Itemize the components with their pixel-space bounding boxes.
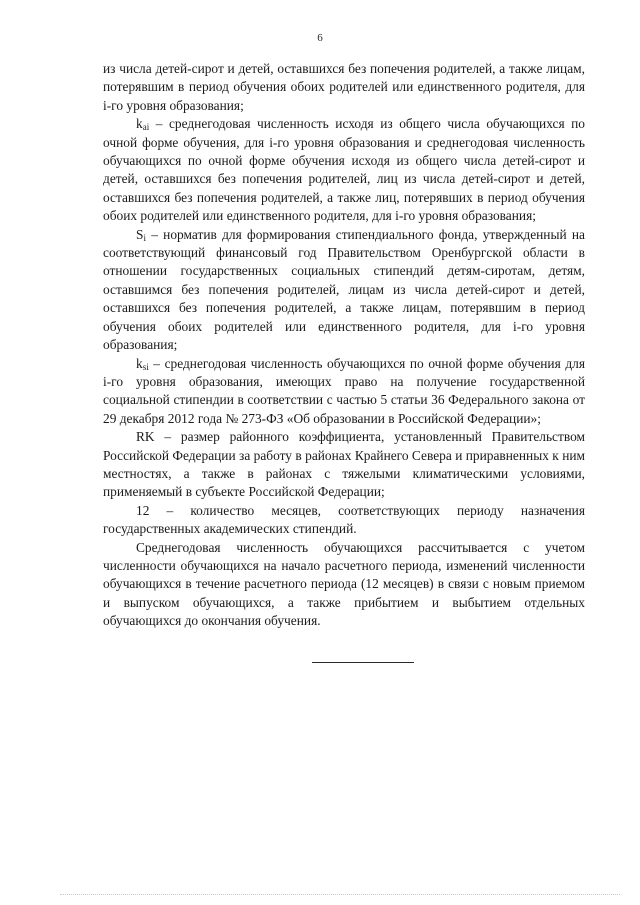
- scan-artifact-line: [60, 894, 620, 895]
- paragraph-definition-ksi: [103, 355, 585, 429]
- formula-symbol: k: [136, 116, 143, 132]
- formula-subscript: i: [143, 232, 146, 243]
- paragraph-text: из числа детей-сирот и детей, оставшихся без попечения родителей, а также лицам, потерявшим в период обучения обоих родителей или единственного родителя, для i-го уровня образования;: [103, 61, 585, 113]
- paragraph-definition-12: [103, 502, 585, 539]
- formula-symbol: k: [136, 355, 143, 371]
- formula-symbol: RK: [136, 429, 155, 445]
- paragraph-text: – количество месяцев, соответствующих периоду назначения государственных академических стипендий.: [103, 502, 585, 537]
- paragraph-text: – размер районного коэффициента, установленный Правительством Российской Федерации за работу в районах Крайнего Севера и приравненных к ним местностях, а также в районах с тяжелыми климатическими условиями, применяемый в субъекте Российской Федерации;: [103, 429, 585, 500]
- paragraph-definition-rk: [103, 428, 585, 502]
- paragraph-definition-si: [103, 226, 585, 355]
- document-body: [103, 60, 585, 631]
- formula-subscript: si: [142, 361, 149, 372]
- paragraph-text: – среднегодовая численность исходя из общего числа обучающихся по очной форме обучения, для i-го уровня образования и среднегодовая численность обучающихся по очной форме обучения исходя из общего числа детей-сирот и детей, оставшихся без попечения родителей, лиц из числа детей-сирот и детей, оставшихся без попечения родителей, а также лиц, потерявших в период обучения обоих родителей или единственного родителя, для i-го уровня образования;: [103, 116, 585, 224]
- formula-symbol: 12: [136, 502, 150, 518]
- paragraph-average-count: [103, 539, 585, 631]
- closing-rule-line: [312, 662, 414, 663]
- formula-subscript: ai: [142, 122, 150, 133]
- paragraph-text: – среднегодовая численность обучающихся по очной форме обучения для i-го уровня образования, имеющих право на получение государственной социальной стипендии в соответствии с частью 5 статьи 36 Федерального закона от 29 декабря 2012 года № 273-ФЗ «Об образовании в Российской Федерации»;: [103, 355, 585, 426]
- page-number: 6: [317, 32, 323, 44]
- formula-symbol: S: [136, 226, 144, 242]
- paragraph-continuation: [103, 60, 585, 115]
- paragraph-text: – норматив для формирования стипендиального фонда, утвержденный на соответствующий финансовый год Правительством Оренбургской области в отношении государственных социальных стипендий детям-сиротам, детям, оставшимся без попечения родителей, лицам из числа детей-сирот и детей, оставшихся без попечения родителей, а также лицам, потерявшим в период обучения обоих родителей или единственного родителя, для i-го уровня образования;: [103, 226, 585, 353]
- paragraph-definition-kai: [103, 115, 585, 225]
- paragraph-text: Среднегодовая численность обучающихся рассчитывается с учетом численности обучающихся на начало расчетного периода, изменений численности обучающихся в течение расчетного периода (12 месяцев) в связи с новым приемом и выпуском обучающихся, а также прибытием и выбытием отдельных обучающихся до окончания обучения.: [103, 539, 585, 629]
